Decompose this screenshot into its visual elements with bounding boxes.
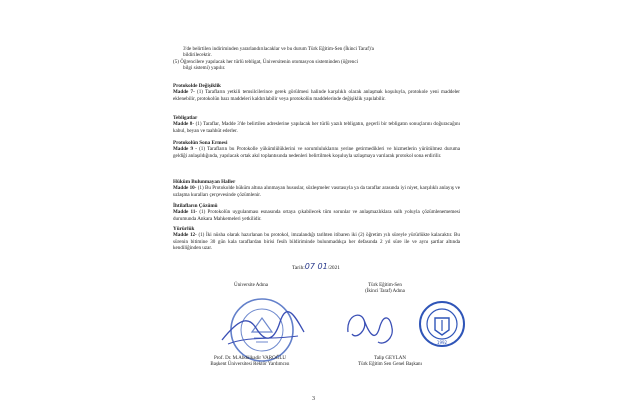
section-heading: Yürürlük (173, 226, 195, 232)
left-signatory (170, 356, 330, 368)
section-heading: Protokolde Değişiklik (173, 83, 221, 89)
intro-block (173, 46, 460, 71)
article-label: Madde 9 - (173, 146, 197, 153)
intro-item-5: (5) Öğrencilere yapılacak her türlü tebligat, Üniversitenin otomasyon sisteminden (öğrenci (173, 58, 359, 65)
article-label: Madde 10- (173, 185, 197, 192)
right-signatory-title: Türk Eğitim Sen Genel Başkanı (358, 362, 422, 367)
right-signature-org (330, 283, 440, 295)
section-madde-11 (173, 203, 460, 222)
page-number: 3 (312, 396, 315, 402)
right-signature-org-line2: (İkinci Taraf) Adına (365, 289, 405, 294)
left-signatory-name: Prof. Dr. M.Abdülkadir VAROĞLU (213, 356, 287, 361)
right-signature-scribble (340, 306, 400, 350)
section-heading: İhtilafların Çözümü (173, 203, 218, 209)
left-signature-org: Üniversite Adına (233, 283, 269, 288)
date-line (292, 262, 340, 271)
left-signature-scribble (218, 310, 308, 350)
date-prefix: Tarih: (292, 265, 305, 271)
section-madde-9 (173, 140, 460, 159)
article-label: Madde 12- (173, 232, 197, 239)
union-stamp (418, 300, 466, 348)
article-text: (1) Taraflar, Madde 3'de belirtilen adreslerine yapılacak her türlü yazılı tebligatın, geçerli bir tebligatın sonuçlarını doğuracağını kabul, beyan ve taahhüt ederler. (173, 121, 460, 134)
section-madde-7 (173, 83, 460, 102)
article-label: Madde 11- (173, 209, 198, 216)
intro-line-1: 3'de belirtilen indiriminden yararlandırılacaklar ve bu durum Türk Eğitim-Sen (İkinci Taraf)'a (183, 46, 374, 52)
left-signatory-title: Başkent Üniversitesi Rektör Yardımcısı (210, 362, 290, 367)
right-signatory-name: Talip GEYLAN (373, 356, 406, 361)
date-handwritten: 07 01 (304, 262, 328, 271)
section-madde-8 (173, 115, 460, 134)
article-text: (1) Bu Protokolde hüküm altına alınmayan hususlar, sözleşmeler vasıtasıyla ya da taraflar arasında iyi niyet, karşılıklı anlayış ve uzlaşma kuralları çerçevesinde çözümlenir. (173, 185, 460, 198)
article-text: (1) Tarafların yetkili temsilcilerince gerek görülmesi halinde karşılıklı olarak anlaşmak koşuluyla, protokole yeni maddeler eklenebilir, protokolün bazı maddeleri kaldırılabilir veya protokolün maddelerinde değişiklik yapılabilir. (173, 89, 460, 102)
section-body (173, 185, 460, 198)
section-body (173, 146, 460, 159)
section-madde-10 (173, 179, 460, 198)
right-signature-org-line1: Türk Eğitim-Sen (368, 283, 402, 288)
right-signatory (330, 356, 450, 368)
article-text: (1) Tarafların bu Protokolle yükümlülüklerini ve sorumluluklarını yerine getirmedikleri ve hizmetlerin yürütülmez duruma geldiği anlaşıldığında, yapılacak ortak akıl toplantısında nedenleri belirtilmek koşuluyla uzlaşmaya varılarak protokol sona erdirilir. (173, 146, 460, 159)
section-body (173, 232, 460, 251)
section-body (173, 209, 460, 222)
union-stamp-year: 1992 (436, 340, 448, 345)
article-text: (1) İki nüsha olarak hazırlanan bu protokol, imzalandığı tarihten itibaren iki (2) öğretim yılı süreyle yürürlükte kalacaktır. Bu sürenin bitimine 30 gün kala taraflardan birisi fesih bildiriminde bulunmadıkça her defasında 2 yıl süre ile ve aynı şartlar altında kendiliğinden uzar. (173, 232, 460, 251)
section-heading: Protokolün Sona Ermesi (173, 140, 228, 146)
intro-item-5b: bilgi sistemi) yapılır. (183, 64, 226, 71)
article-text: (1) Protokolün uygulanması esnasında ortaya çıkabilecek tüm sorunlar ve anlaşmazlıklara sulh yoluyla çözümlenememesi durumunda Ankara Mahkemeleri yetkilidir. (173, 209, 460, 222)
section-body (173, 121, 460, 134)
date-suffix: /2021 (327, 265, 340, 271)
section-heading: Hüküm Bulunmayan Haller (173, 179, 236, 185)
section-body (173, 89, 460, 102)
intro-line-2: bildirilecektir. (183, 52, 212, 59)
article-label: Madde 8- (173, 121, 195, 128)
section-madde-12 (173, 226, 460, 251)
article-label: Madde 7- (173, 89, 195, 96)
section-heading: Tebligatlar (173, 115, 198, 121)
